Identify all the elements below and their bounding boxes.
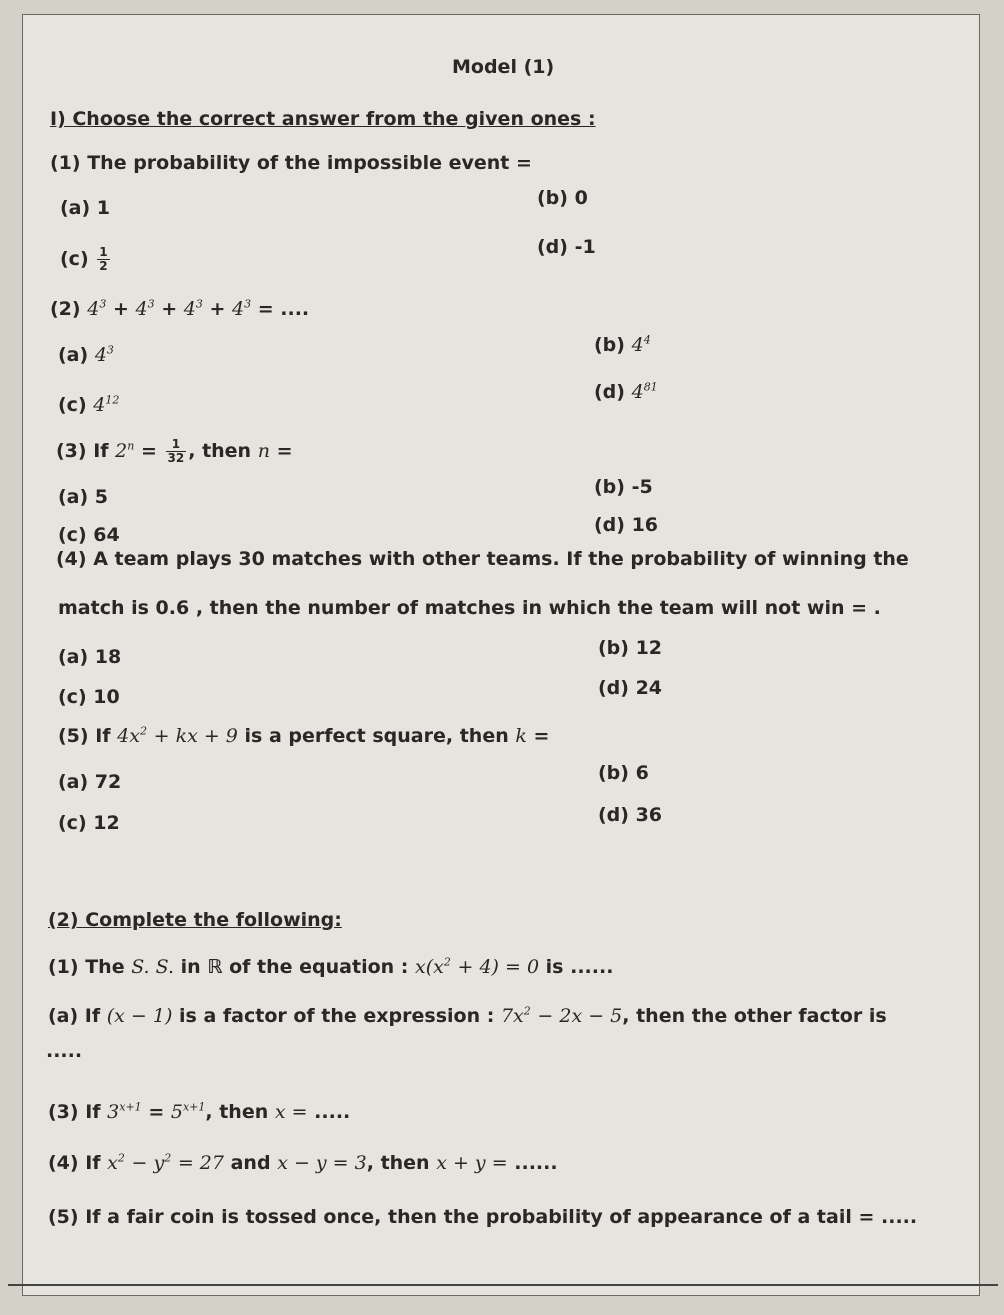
section2-heading: (2) Complete the following: (48, 909, 342, 931)
q1-label: (1) The probability of the impossible event = (50, 152, 532, 174)
s2-q1: (1) The S. S. in ℝ of the equation : $x(x^2 + 4) = 0$ is ...... (48, 955, 614, 978)
q4-option-c: (c) 10 (58, 686, 120, 708)
q3-option-c: (c) 64 (58, 524, 120, 546)
q2-option-b: (b) $4^4$ (594, 333, 651, 356)
q2-option-d: (d) $4^{81}$ (594, 380, 658, 403)
q3-option-b: (b) -5 (594, 476, 653, 498)
page-bottom-border (8, 1284, 998, 1286)
q3-option-d: (d) 16 (594, 514, 659, 536)
q2-label: (2) $4^3 + 4^3 + 4^3 + 4^3$ = .... (50, 297, 310, 320)
s2-q5: (5) If a fair coin is tossed once, then the probability of appearance of a tail = ..... (48, 1206, 918, 1228)
q1-option-d: (d) -1 (537, 236, 596, 258)
q1-option-a: (a) 1 (60, 197, 111, 219)
q1-option-c: (c) $\frac{1}{2}$ (60, 245, 108, 273)
s2-q2-blank: ..... (46, 1040, 83, 1062)
q5-label: (5) If $4x^2$ + kx + 9 is a perfect square, then k = (58, 724, 550, 747)
q4-option-a: (a) 18 (58, 646, 122, 668)
q5-option-a: (a) 72 (58, 771, 122, 793)
q4-line2: match is 0.6 , then the number of matches in which the team will not win = . (58, 597, 881, 619)
q5-option-d: (d) 36 (598, 804, 663, 826)
q3-label: (3) If 2$^n$ = $\frac{1}{32}$ , then n = (56, 437, 293, 465)
q4-option-d: (d) 24 (598, 677, 663, 699)
q1-option-b: (b) 0 (537, 187, 588, 209)
s2-q4: (4) If $x^2 - y^2 = 27$ and x − y = 3, then x + y = ...... (48, 1151, 558, 1174)
q5-option-c: (c) 12 (58, 812, 120, 834)
section1-heading: I) Choose the correct answer from the given ones : (50, 108, 596, 130)
s2-q3: (3) If $3^{x+1} = 5^{x+1}$, then x = ..... (48, 1100, 351, 1123)
q3-option-a: (a) 5 (58, 486, 109, 508)
q5-option-b: (b) 6 (598, 762, 649, 784)
q2-option-a: (a) $4^3$ (58, 343, 114, 366)
page-title: Model (1) (452, 56, 555, 78)
q4-option-b: (b) 12 (598, 637, 663, 659)
q1-option-c-fraction: $\frac{1}{2}$ (99, 245, 108, 273)
q4-line1: (4) A team plays 30 matches with other teams. If the probability of winning the (56, 548, 909, 570)
s2-q2: (a) If (x − 1) is a factor of the expression : $7x^2 - 2x - 5$, then the other factor is (48, 1004, 887, 1027)
q2-option-c: (c) $4^{12}$ (58, 393, 120, 416)
